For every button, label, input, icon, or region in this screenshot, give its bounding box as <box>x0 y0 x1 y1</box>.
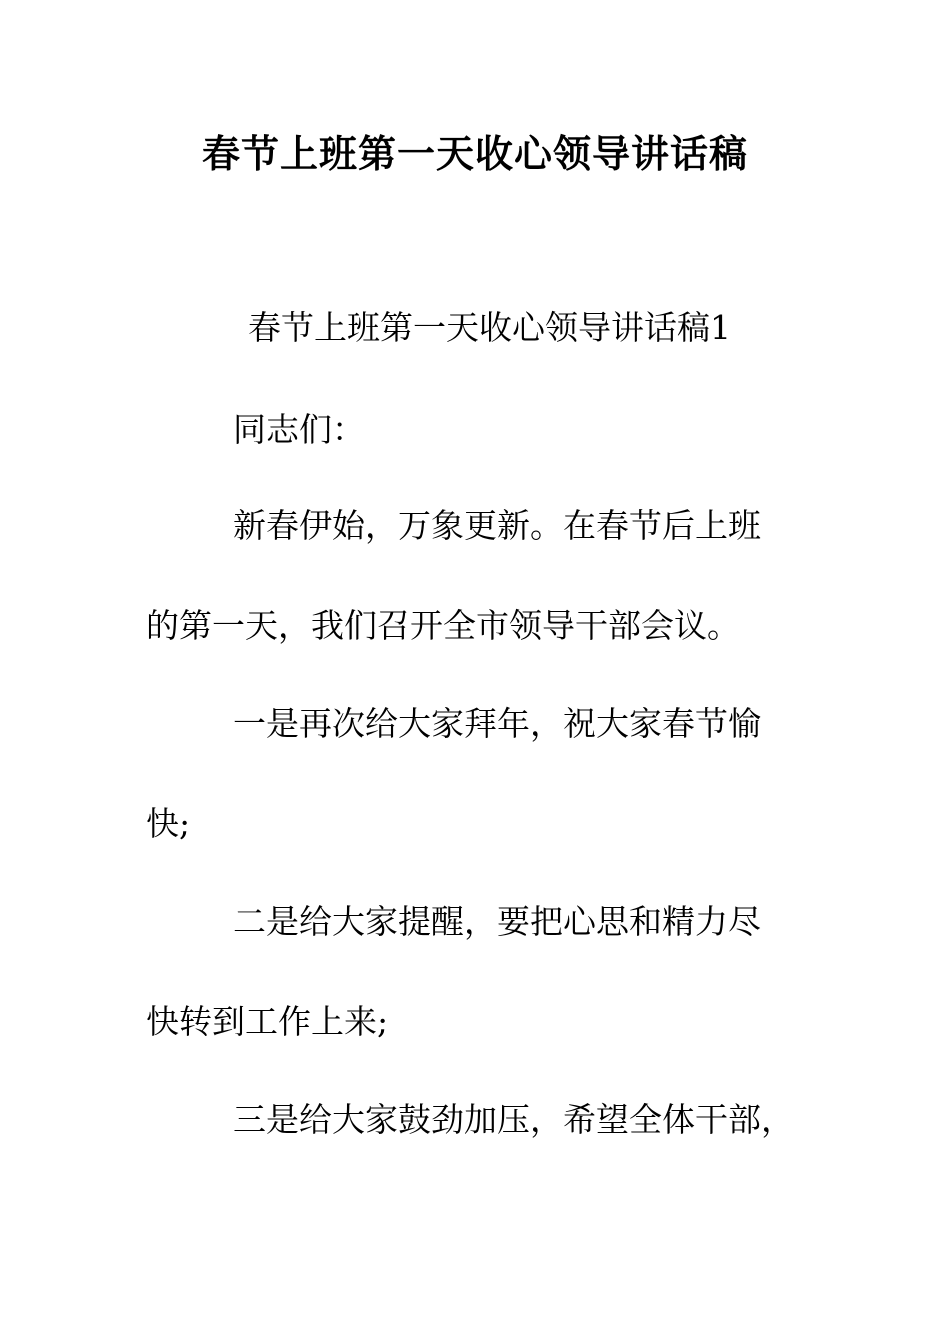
paragraph-line: 快转到工作上来; <box>146 1002 389 1041</box>
salutation: 同志们： <box>233 410 365 449</box>
document-title: 春节上班第一天收心领导讲话稿 <box>201 132 748 176</box>
paragraph-line: 二是给大家提醒，要把心思和精力尽 <box>233 902 761 941</box>
paragraph-line: 的第一天，我们召开全市领导干部会议。 <box>146 606 740 645</box>
paragraph-line: 新春伊始，万象更新。在春节后上班 <box>233 506 761 545</box>
section-heading: 春节上班第一天收心领导讲话稿1 <box>248 308 731 347</box>
paragraph-line: 三是给大家鼓劲加压，希望全体干部， <box>233 1100 794 1139</box>
paragraph-line: 一是再次给大家拜年，祝大家春节愉 <box>233 704 761 743</box>
paragraph-line: 快; <box>146 804 191 843</box>
